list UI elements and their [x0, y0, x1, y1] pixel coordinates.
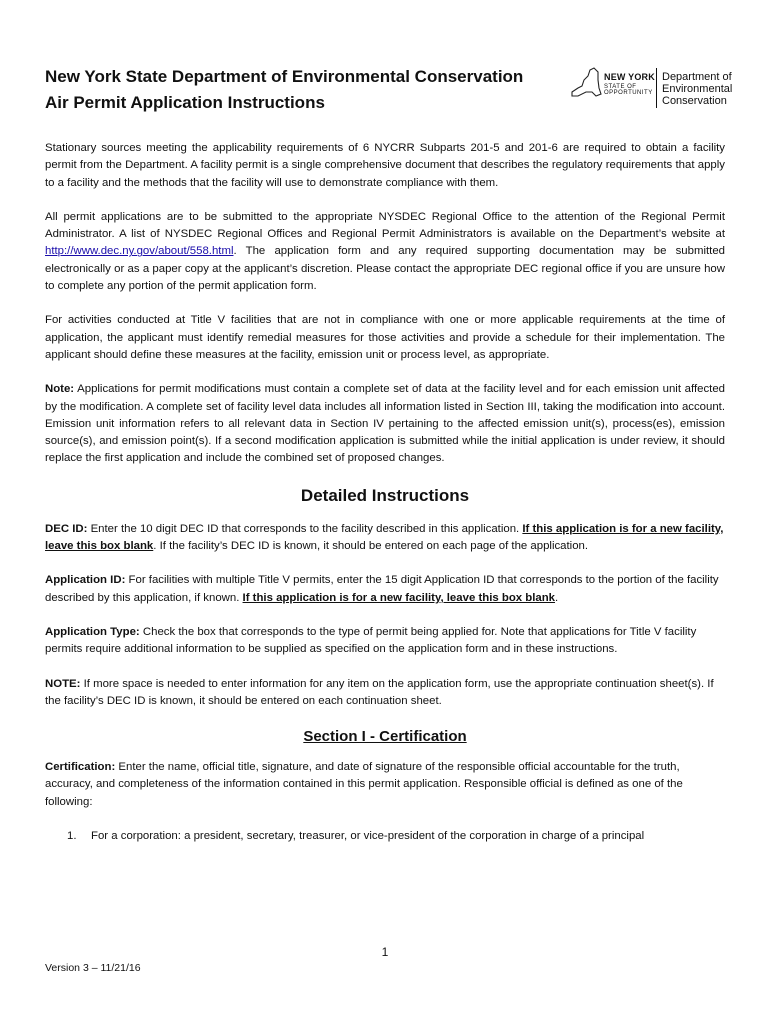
logo-state-text: STATE OF OPPORTUNITY [604, 84, 653, 96]
list-item [67, 828, 725, 845]
application-type-paragraph [45, 624, 725, 659]
logo-dept-line-2: Environmental [662, 83, 733, 95]
dec-id-tail: . If the facility’s DEC ID is known, it should be entered on each page of the application. [153, 540, 589, 553]
note-label: Note: [45, 383, 75, 396]
document-body [45, 140, 725, 845]
title-line-2: Air Permit Application Instructions [45, 93, 325, 112]
document-title [45, 64, 565, 116]
dec-id-paragraph [45, 521, 725, 556]
nysdec-logo [566, 66, 746, 114]
page-number: 1 [381, 945, 389, 959]
dec-id-text: Enter the 10 digit DEC ID that corresponds to the facility described in this application. [87, 522, 523, 535]
list-item-text: For a corporation: a president, secretary, treasurer, or vice-president of the corporation in charge of a principal [91, 830, 645, 843]
intro-p2-text-b: . The application form and any required supporting documentation may be submitted electronically or as a paper copy at the applicant’s discretion. Please contact the appropriate DEC regional office if you are unsure how to complete any portion of the permit application form. [45, 245, 725, 293]
application-id-text: For facilities with multiple Title V permits, enter the 15 digit Application ID that corresponds to the portion of the facility described by this application, if known. [45, 574, 719, 604]
logo-dept-line-1: Department of [662, 71, 732, 83]
detailed-instructions-heading: Detailed Instructions [300, 485, 470, 505]
intro-p2-text-a: All permit applications are to be submitted to the appropriate NYSDEC Regional Office to the attention of the Regional Permit Administrator. A list of NYSDEC Regional Offices and Regional Permit Administrators is available on the Department’s website at [45, 210, 725, 241]
intro-paragraph-1: Stationary sources meeting the applicability requirements of 6 NYCRR Subparts 201-5 and 201-6 are required to obtain a facility permit from the Department. A facility permit is a single comprehensive document that describes the regulatory requirements that apply to a facility and the methods that the facility will use to demonstrate compliance with them. [45, 142, 725, 189]
logo-department-name [662, 71, 752, 107]
dec-id-label: DEC ID: [45, 522, 88, 535]
logo-divider [656, 68, 657, 108]
intro-paragraph-2 [45, 209, 725, 295]
section-1-heading: Section I - Certification [303, 728, 467, 746]
logo-new-york-text: NEW YORK [604, 72, 655, 82]
application-id-label: Application ID: [45, 574, 126, 587]
application-id-new-facility-note: If this application is for a new facility, leave this box blank [242, 591, 556, 604]
logo-dept-line-3: Conservation [662, 95, 727, 107]
application-id-tail: . [555, 591, 559, 604]
continuation-note-label: NOTE: [45, 677, 81, 690]
new-york-state-map-icon [568, 66, 602, 100]
intro-paragraph-3: For activities conducted at Title V facilities that are not in compliance with one or more applicable requirements at the time of application, the applicant must identify remedial measures for those activities and provide a schedule for their implementation. The applicant should define these measures at the facility, emission unit or process level, as appropriate. [45, 314, 725, 361]
dec-website-link[interactable]: http://www.dec.ny.gov/about/558.html [45, 245, 234, 258]
certification-paragraph [45, 759, 725, 811]
application-id-paragraph [45, 572, 725, 607]
certification-text: Enter the name, official title, signature, and date of signature of the responsible official accountable for the truth, accuracy, and completeness of the information contained in this permit application. Responsible official is defined as one of the following: [45, 761, 683, 808]
note-text: Applications for permit modifications must contain a complete set of data at the facility level and for each emission unit affected by the modification. A complete set of facility level data includes all information listed in Section III, taking the modification into account. Emission unit information refers to all relevant data in Section IV pertaining to the affected emission unit(s), process(es), emission source(s), and emission point(s). If a second modification application is submitted while the initial application is under review, it should replace the first application and include the combined set of proposed changes. [45, 383, 725, 465]
application-type-text: Check the box that corresponds to the type of permit being applied for. Note that applications for Title V facility permits require additional information to be supplied as specified on the application form and in these instructions. [45, 625, 697, 656]
title-line-1: New York State Department of Environmental Conservation [45, 67, 524, 86]
intro-note-paragraph [45, 381, 725, 467]
certification-label: Certification: [45, 761, 116, 774]
application-type-label: Application Type: [45, 625, 140, 638]
continuation-note-paragraph [45, 676, 725, 711]
continuation-note-text: If more space is needed to enter information for any item on the application form, use the appropriate continuation sheet(s). If the facility’s DEC ID is known, it should be entered on each continuation sheet. [45, 677, 714, 707]
dec-id-new-facility-note: If this application is for a new facility, leave this box blank [45, 522, 724, 553]
version-footer: Version 3 – 11/21/16 [45, 962, 141, 974]
list-item-number: 1. [67, 830, 77, 843]
